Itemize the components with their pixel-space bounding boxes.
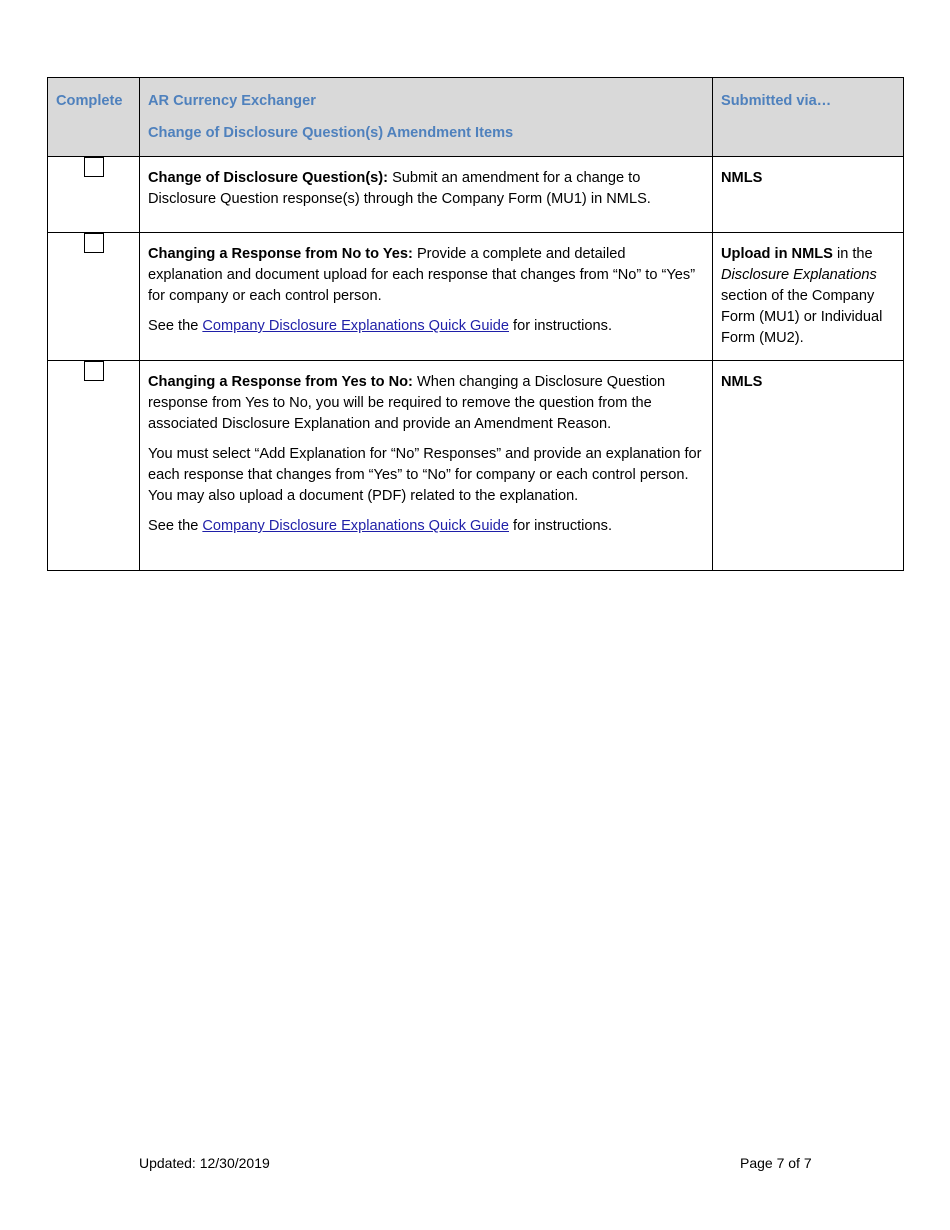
table-header-row: [48, 78, 904, 157]
complete-cell: [48, 157, 140, 233]
table-row: [48, 361, 904, 571]
item-text: Provide a complete and detailed explanation and document upload for each response that changes from “No” to “Yes” for company or each control person.: [148, 246, 696, 304]
see-suffix: for instructions.: [509, 518, 613, 534]
complete-cell: [48, 361, 140, 571]
submitted-via-cell: [713, 361, 904, 571]
item-description: [140, 157, 713, 233]
submitted-method: Upload in NMLS: [721, 246, 833, 262]
quick-guide-link[interactable]: Company Disclosure Explanations Quick Guide: [202, 318, 509, 334]
header-title: AR Currency Exchanger: [148, 93, 316, 109]
item-description: [140, 361, 713, 571]
footer-updated-date: Updated: 12/30/2019: [139, 1155, 270, 1171]
items-column-header: [140, 78, 713, 157]
amendment-items-table: [47, 77, 904, 571]
header-subtitle: Change of Disclosure Question(s) Amendment Items: [148, 125, 514, 141]
table-row: [48, 233, 904, 361]
submitted-text: section of the Company Form (MU1) or Individual Form (MU2).: [721, 288, 883, 346]
footer-page-number: Page 7 of 7: [740, 1155, 812, 1171]
complete-cell: [48, 233, 140, 361]
complete-checkbox[interactable]: [84, 233, 104, 253]
item-heading: Changing a Response from Yes to No:: [148, 374, 413, 390]
item-heading: Changing a Response from No to Yes:: [148, 246, 413, 262]
table-row: [48, 157, 904, 233]
see-prefix: See the: [148, 518, 203, 534]
submitted-section: Disclosure Explanations: [721, 267, 877, 283]
item-text: When changing a Disclosure Question response from Yes to No, you will be required to remove the question from the associated Disclosure Explanation and provide an Amendment Reason.: [148, 374, 666, 432]
submitted-via-cell: [713, 157, 904, 233]
submitted-method: NMLS: [721, 170, 763, 186]
item-text-2: You must select “Add Explanation for “No” Responses” and provide an explanation for each response that changes from “Yes” to “No” for company or each control person. You may also upload a document (PDF) related to the explanation.: [148, 446, 702, 504]
submitted-method: NMLS: [721, 374, 763, 390]
complete-checkbox[interactable]: [84, 361, 104, 381]
submitted-via-column-header: Submitted via…: [713, 78, 904, 157]
complete-column-header: Complete: [48, 78, 140, 157]
complete-checkbox[interactable]: [84, 157, 104, 177]
item-heading: Change of Disclosure Question(s):: [148, 170, 389, 186]
item-text: Submit an amendment for a change to Disclosure Question response(s) through the Company Form (MU1) in NMLS.: [148, 170, 651, 207]
submitted-text: in the: [832, 246, 873, 262]
see-prefix: See the: [148, 318, 203, 334]
submitted-via-cell: [713, 233, 904, 361]
quick-guide-link[interactable]: Company Disclosure Explanations Quick Guide: [202, 518, 509, 534]
see-suffix: for instructions.: [509, 318, 613, 334]
item-description: [140, 233, 713, 361]
